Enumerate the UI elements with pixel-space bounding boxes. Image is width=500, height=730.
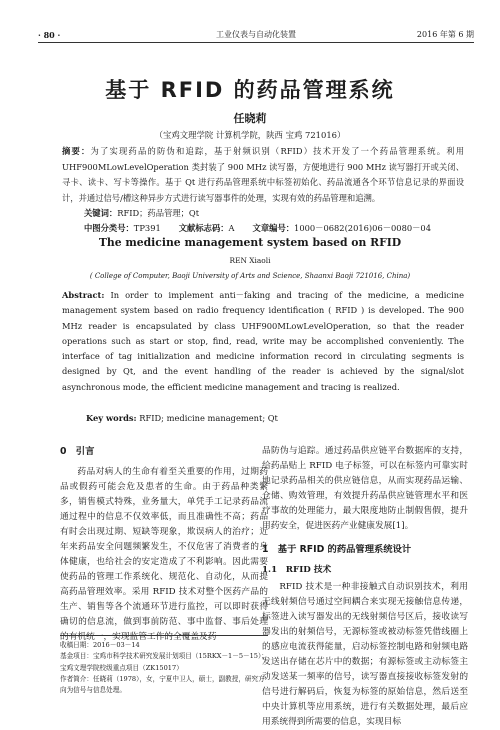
introduction-continued-paragraph: 品防伪与追踪。通过药品供应链平台数据库的支持，给药品贴上 RFID 电子标签，可以在标签内可靠实时地记录药品相关的供应链信息，从而实现药品运输、仓储、购效管理，有效提升药品供应链管理水平和医疗事故的处理能力，最大限度地防止制假售假，提升用药安全，促进医药产业健康发展[1]。 (262, 446, 468, 531)
abstract-en-text: In order to implement anti－faking and tracing of the medicine, a medicine management system based on radio frequency identification ( RFID ) is developed. The 900 MHz reader is encapsulated by class UHF900MLowLevelOperation, so that the reader operations such as start or stop, find, read, write may be accomplished conveniently. The interface of tag initialization and medicine information record in circulating segments is designed by Qt, and the event handling of the reader is achieved by the signal/slot asynchronous mode, the efficient medicine management and tracing is realized. (62, 290, 464, 392)
abstract-cn-text: 为了实现药品的防伪和追踪，基于射频识别（RFID）技术开发了一个药品管理系统。利用 UHF900MLowLevelOperation 类封装了 900 MHz 读写器，方便地进行 900 MHz 读写器打开或关闭、寻卡、读卡、写卡等操作。基于 Qt 进行药品管理系统中标签初始化、药品流通各个环节信息记录的界面设计，并通过信号/槽这种异步方式进行读写器事件的处理，实现有效的药品管理和追溯。 (62, 146, 464, 203)
received-date: 收稿日期：2016－03－14 (60, 641, 140, 649)
affiliation-en: ( College of Computer, Baoji University of Arts and Science, Shaanxi Baoji 721016, China) (89, 272, 411, 280)
article-no-label: 文章编号： (252, 223, 295, 233)
affiliation-cn: （宝鸡文理学院 计算机学院，陕西 宝鸡 721016） (154, 130, 346, 140)
body-column-left (60, 444, 268, 645)
fund-info: 基金项目：宝鸡市科学技术研究发展计划项目（15RKX－1－5－15）；宝鸡文理学院校级重点项目（ZK15017） (60, 652, 268, 672)
journal-name: 工业仪表与自动化装置 (216, 30, 296, 39)
abstract-en-label: Abstract: (62, 290, 105, 300)
keywords-cn-text: RFID；药品管理；Qt (117, 208, 200, 218)
classification-row (84, 222, 431, 234)
doc-code-value: A (228, 223, 235, 233)
doc-code-label: 文献标志码： (178, 223, 229, 233)
article-no-value: 1000－0682(2016)06－0080－04 (294, 223, 431, 233)
running-header (38, 28, 474, 43)
paper-title-cn: 基于 RFID 的药品管理系统 (105, 78, 395, 102)
introduction-paragraph: 药品对病人的生命有着至关重要的作用，过期药品或假药可能会危及患者的生命。由于药品种类繁多，销售模式特殊，业务量大，单凭手工记录药品流通过程中的信息不仅效率低，而且准确性不高；药品有时会出现过期、短缺等现象，欺误病人的治疗；近年来药品安全问题频繁发生，不仅危害了消费者的身体健康，也给社会的安定造成了不利影响。因此需要使药品的管理工作系统化、规范化、自动化，从而提高药品管理效率。采用 RFID 技术对整个医药产品的生产、销售等各个流通环节进行监控，可以即时获得确切的信息流，做到事前防范、事中监督、事后处理的有机统一，实现监管工作的全覆盖及药 (60, 467, 268, 642)
section-heading-system-design: 1 基于 RFID 的药品管理系统设计 (262, 544, 412, 555)
body-column-right (262, 444, 468, 730)
author-bio: 作者简介：任晓莉（1978），女，宁夏中卫人，硕士，副教授，研究方向为信号与信息处理。 (60, 674, 265, 695)
abstract-en (62, 288, 464, 395)
keywords-en-text: RFID; medicine management; Qt (136, 413, 278, 423)
abstract-cn (62, 144, 464, 206)
keywords-en-label: Key words: (86, 413, 137, 423)
clc-value: TP391 (133, 223, 161, 233)
author-name-cn: 任晓莉 (233, 112, 267, 125)
author-name-en: REN Xiaoli (229, 256, 271, 265)
subsection-heading-rfid: 1.1 RFID 技术 (262, 565, 332, 575)
section-heading-introduction: 0 引言 (60, 446, 95, 457)
paper-title-en: The medicine management system based on RFID (98, 236, 402, 249)
issue-number: 2016 年第 6 期 (416, 30, 474, 39)
abstract-cn-label: 摘要： (62, 146, 91, 156)
keywords-cn (84, 207, 199, 219)
page-number: · 80 · (38, 30, 61, 40)
rfid-paragraph: RFID 技术是一种非接触式自动识别技术，利用无线射频信号通过空间耦合来实现无接触信息传递，标签进入读写器发出的无线射频信号区后，接收读写器发出的射频信号，无源标签或被动标签凭借线圈上的感应电流获得能量，启动标签控制电路和射频电路发送出存储在芯片中的数据；有源标签或主动标签主动发送某一频率的信号，读写器直接接收标签发射的信号进行解码后，恢复为标签的原始信息，然后送至中央计算机等应用系统，进行有关数据处理，最后应用系统得到所需要的信息，实现目标 (262, 582, 468, 727)
keywords-cn-label: 关键词： (84, 208, 118, 218)
footnote (60, 635, 268, 696)
clc-label: 中图分类号： (84, 223, 134, 233)
keywords-en (86, 413, 278, 423)
